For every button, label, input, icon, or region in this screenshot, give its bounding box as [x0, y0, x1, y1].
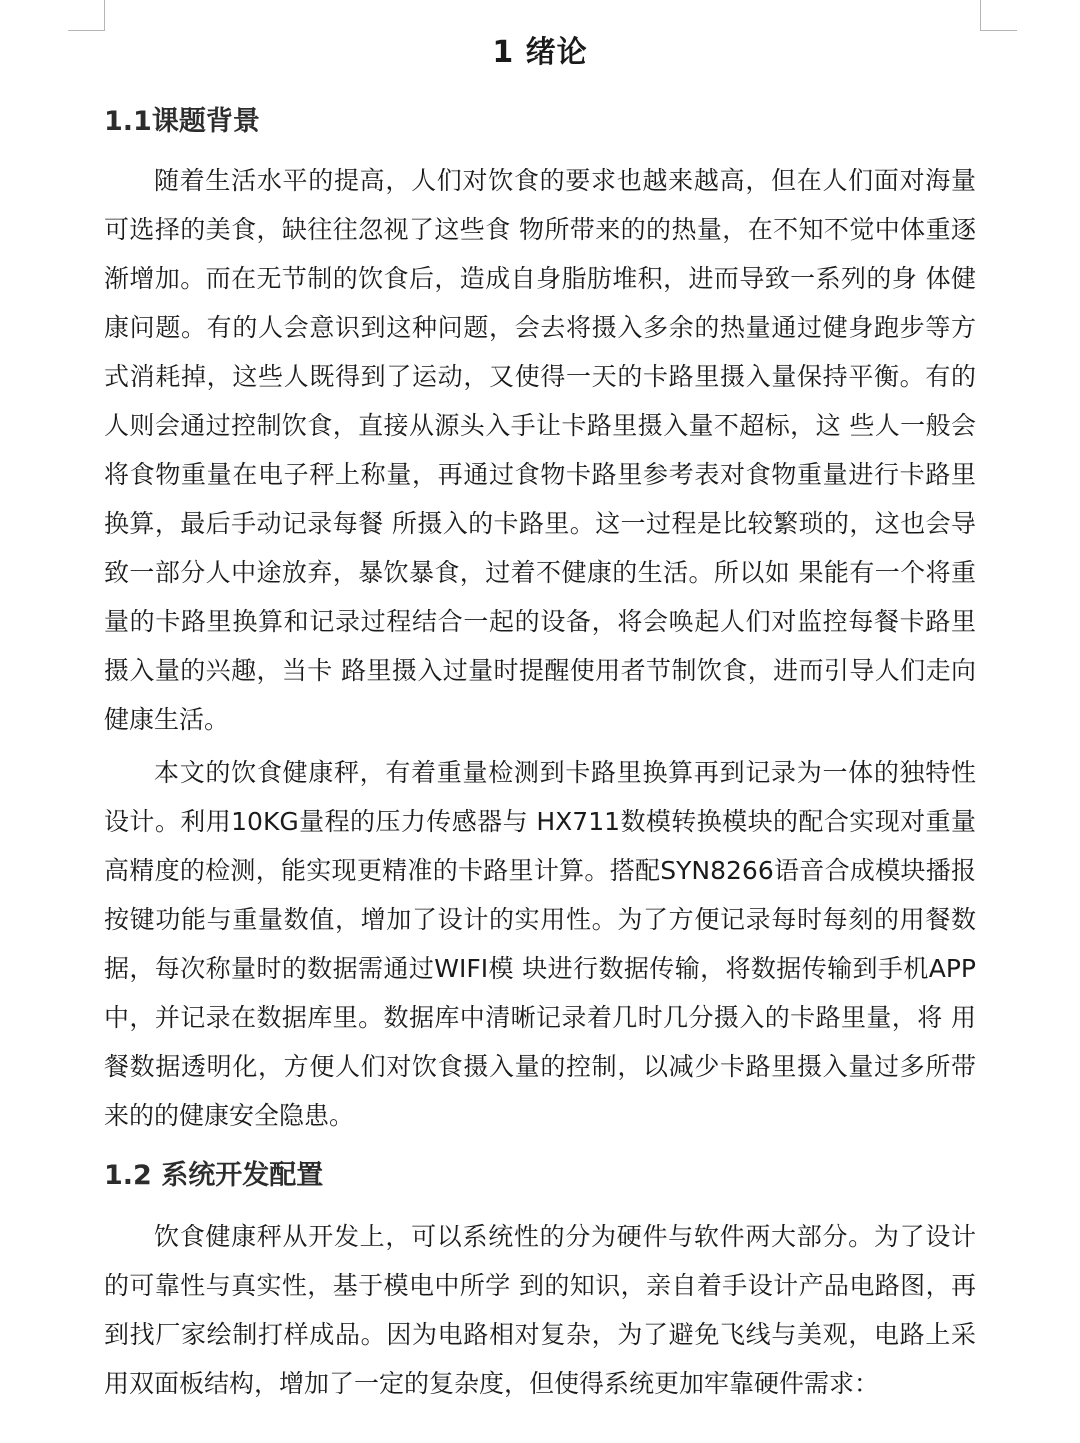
document-page [104, 28, 976, 1408]
paragraph-background-1: 随着生活水平的提高，人们对饮食的要求也越来越高，但在人们面对海量可选择的美食，缺往往忽视了这些食 物所带来的的热量，在不知不觉中体重逐渐增加。而在无节制的饮食后，造成自身脂肪堆积，进而导致一系列的身 体健康问题。有的人会意识到这种问题，会去将摄入多余的热量通过健身跑步等方式消耗掉，这些人既得到了运动，又使得一天的卡路里摄入量保持平衡。有的人则会通过控制饮食，直接从源头入手让卡路里摄入量不超标，这 些人一般会将食物重量在电子秤上称量，再通过食物卡路里参考表对食物重量进行卡路里换算，最后手动记录每餐 所摄入的卡路里。这一过程是比较繁琐的，这也会导致一部分人中途放弃，暴饮暴食，过着不健康的生活。所以如 果能有一个将重量的卡路里换算和记录过程结合一起的设备，将会唤起人们对监控每餐卡路里摄入量的兴趣，当卡 路里摄入过量时提醒使用者节制饮食，进而引导人们走向健康生活。 [104, 166, 976, 734]
paragraph-background-2: 本文的饮食健康秤，有着重量检测到卡路里换算再到记录为一体的独特性设计。利用10KG量程的压力传感器与 HX711数模转换模块的配合实现对重量高精度的检测，能实现更精准的卡路里计算。搭配SYN8266语音合成模块播报 按键功能与重量数值，增加了设计的实用性。为了方便记录每时每刻的用餐数据，每次称量时的数据需通过WIFI模 块进行数据传输，将数据传输到手机APP中，并记录在数据库里。数据库中清晰记录着几时几分摄入的卡路里量，将 用餐数据透明化，方便人们对饮食摄入量的控制，以减少卡路里摄入量过多所带来的的健康安全隐患。 [104, 758, 976, 1130]
chapter-title: 1 绪论 [492, 35, 588, 70]
section-heading-background: 1.1课题背景 [104, 106, 260, 137]
section-heading-system-config: 1.2 系统开发配置 [104, 1160, 324, 1191]
crop-mark-top-left [68, 0, 105, 31]
paragraph-system-config-1: 饮食健康秤从开发上，可以系统性的分为硬件与软件两大部分。为了设计的可靠性与真实性，基于模电中所学 到的知识，亲自着手设计产品电路图，再到找厂家绘制打样成品。因为电路相对复杂，为了避免飞线与美观，电路上采用双面板结构，增加了一定的复杂度，但使得系统更加牢靠硬件需求： [104, 1222, 976, 1398]
crop-mark-top-right [980, 0, 1017, 31]
